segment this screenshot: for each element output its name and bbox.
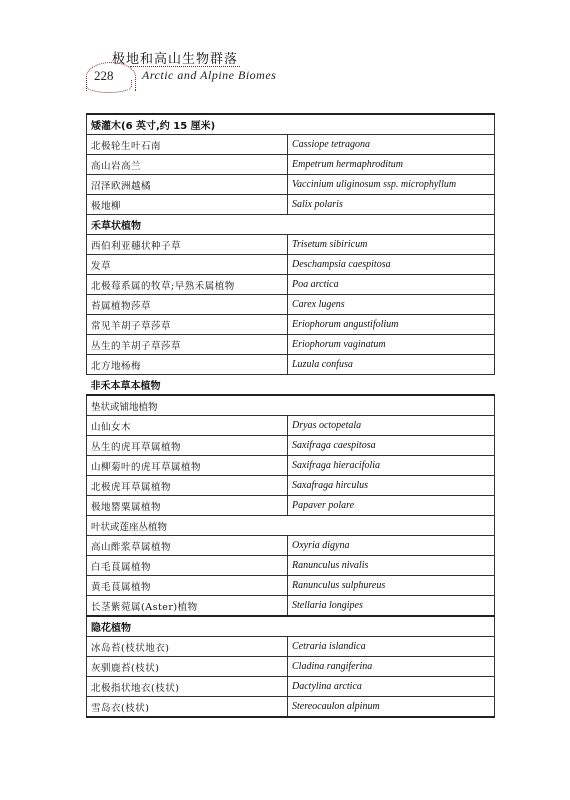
subsection-heading: 垫状或铺地植物 — [87, 395, 495, 416]
subsection-row — [87, 516, 495, 536]
species-row — [87, 235, 495, 255]
species-row — [87, 416, 495, 436]
common-name-cell: 高山岩高兰 — [87, 155, 288, 175]
common-name-cell: 北极虎耳草属植物 — [87, 476, 288, 496]
scientific-name-cell: Dryas octopetala — [288, 416, 495, 436]
species-row — [87, 476, 495, 496]
species-row — [87, 195, 495, 215]
section-row — [87, 375, 495, 396]
page-number: 228 — [94, 68, 114, 83]
subsection-heading: 叶状或莲座丛植物 — [87, 516, 495, 536]
common-name-cell: 极地罂粟属植物 — [87, 496, 288, 516]
section-heading: 非禾本草本植物 — [87, 375, 495, 396]
subsection-row — [87, 395, 495, 416]
common-name-cell: 苔属植物莎草 — [87, 295, 288, 315]
scientific-name-cell: Empetrum hermaphroditum — [288, 155, 495, 175]
scientific-name-cell: Trisetum sibiricum — [288, 235, 495, 255]
book-title-english: Arctic and Alpine Biomes — [142, 68, 277, 82]
common-name-cell: 西伯利亚穗状种子草 — [87, 235, 288, 255]
species-row — [87, 436, 495, 456]
species-row — [87, 637, 495, 657]
common-name-cell: 白毛茛属植物 — [87, 556, 288, 576]
scientific-name-cell: Luzula confusa — [288, 355, 495, 375]
scientific-name-cell: Cassiope tetragona — [288, 135, 495, 155]
section-heading: 隐花植物 — [87, 616, 495, 637]
species-row — [87, 576, 495, 596]
species-row — [87, 315, 495, 335]
common-name-cell: 灰驯鹿苔(枝状) — [87, 657, 288, 677]
scientific-name-cell: Stereocaulon alpinum — [288, 697, 495, 718]
species-row — [87, 355, 495, 375]
scientific-name-cell: Eriophorum angustifolium — [288, 315, 495, 335]
scientific-name-cell: Oxyria digyna — [288, 536, 495, 556]
scientific-name-cell: Deschampsia caespitosa — [288, 255, 495, 275]
scientific-name-cell: Cladina rangiferina — [288, 657, 495, 677]
common-name-cell: 冰岛苔(枝状地衣) — [87, 637, 288, 657]
scientific-name-cell: Saxafraga hirculus — [288, 476, 495, 496]
species-row — [87, 255, 495, 275]
scientific-name-cell: Papaver polare — [288, 496, 495, 516]
common-name-cell: 北极轮生叶石南 — [87, 135, 288, 155]
scientific-name-cell: Ranunculus nivalis — [288, 556, 495, 576]
common-name-cell: 沼泽欧洲越橘 — [87, 175, 288, 195]
species-row — [87, 456, 495, 476]
common-name-cell: 极地柳 — [87, 195, 288, 215]
species-row — [87, 335, 495, 355]
common-name-cell: 高山酢浆草属植物 — [87, 536, 288, 556]
section-row — [87, 215, 495, 235]
species-table — [86, 113, 495, 718]
species-row — [87, 677, 495, 697]
scientific-name-cell: Salix polaris — [288, 195, 495, 215]
scientific-name-cell: Vaccinium uliginosum ssp. microphyllum — [288, 175, 495, 195]
common-name-cell: 黄毛茛属植物 — [87, 576, 288, 596]
scientific-name-cell: Ranunculus sulphureus — [288, 576, 495, 596]
scientific-name-cell: Dactylina arctica — [288, 677, 495, 697]
scientific-name-cell: Saxifraga hieracifolia — [288, 456, 495, 476]
common-name-cell: 北极莓系属的牧草;早熟禾属植物 — [87, 275, 288, 295]
species-row — [87, 556, 495, 576]
species-row — [87, 175, 495, 195]
common-name-cell: 丛生的羊胡子草莎草 — [87, 335, 288, 355]
species-row — [87, 155, 495, 175]
common-name-cell: 雪岛衣(枝状) — [87, 697, 288, 718]
common-name-cell: 山柳菊叶的虎耳草属植物 — [87, 456, 288, 476]
scientific-name-cell: Saxifraga caespitosa — [288, 436, 495, 456]
running-header — [86, 46, 286, 86]
scientific-name-cell: Carex lugens — [288, 295, 495, 315]
common-name-cell: 长茎紫菀属(Aster)植物 — [87, 596, 288, 617]
common-name-cell: 常见羊胡子草莎草 — [87, 315, 288, 335]
book-title-chinese: 极地和高山生物群落 — [112, 52, 239, 67]
section-heading: 矮灌木(6 英寸,约 15 厘米) — [87, 114, 495, 135]
scientific-name-cell: Cetraria islandica — [288, 637, 495, 657]
common-name-cell: 北方地杨梅 — [87, 355, 288, 375]
species-row — [87, 295, 495, 315]
common-name-cell: 山仙女木 — [87, 416, 288, 436]
section-row — [87, 114, 495, 135]
section-heading: 禾草状植物 — [87, 215, 495, 235]
scientific-name-cell: Poa arctica — [288, 275, 495, 295]
species-row — [87, 657, 495, 677]
scientific-name-cell: Stellaria longipes — [288, 596, 495, 617]
common-name-cell: 北极指状地衣(枝状) — [87, 677, 288, 697]
common-name-cell: 丛生的虎耳草属植物 — [87, 436, 288, 456]
species-row — [87, 536, 495, 556]
species-row — [87, 596, 495, 617]
species-row — [87, 697, 495, 718]
scientific-name-cell: Eriophorum vaginatum — [288, 335, 495, 355]
section-row — [87, 616, 495, 637]
common-name-cell: 发草 — [87, 255, 288, 275]
species-row — [87, 496, 495, 516]
species-row — [87, 275, 495, 295]
species-row — [87, 135, 495, 155]
